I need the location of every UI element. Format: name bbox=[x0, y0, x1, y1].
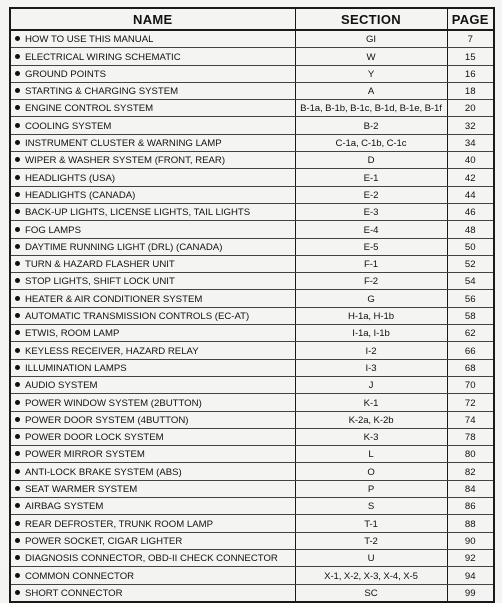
header-row bbox=[10, 8, 494, 30]
entry-name-cell bbox=[10, 30, 295, 48]
entry-section: T-1 bbox=[295, 515, 447, 532]
bullet-icon bbox=[15, 348, 20, 353]
entry-page: 56 bbox=[447, 290, 494, 307]
index-table-body bbox=[10, 30, 494, 602]
table-row bbox=[10, 428, 494, 445]
bullet-icon bbox=[15, 330, 20, 335]
entry-section: D bbox=[295, 152, 447, 169]
entry-section: L bbox=[295, 446, 447, 463]
entry-section: I-2 bbox=[295, 342, 447, 359]
entry-section: SC bbox=[295, 584, 447, 602]
table-row bbox=[10, 325, 494, 342]
entry-name-cell bbox=[10, 480, 295, 497]
entry-section: S bbox=[295, 498, 447, 515]
entry-page: 58 bbox=[447, 307, 494, 324]
entry-name-cell bbox=[10, 221, 295, 238]
table-row bbox=[10, 376, 494, 393]
entry-section: H-1a, H-1b bbox=[295, 307, 447, 324]
entry-name-cell bbox=[10, 48, 295, 65]
entry-page: 92 bbox=[447, 549, 494, 566]
entry-name: WIPER & WASHER SYSTEM (FRONT, REAR) bbox=[25, 155, 226, 167]
table-row bbox=[10, 480, 494, 497]
entry-page: 34 bbox=[447, 134, 494, 151]
entry-name: HOW TO USE THIS MANUAL bbox=[25, 34, 154, 46]
entry-name-cell bbox=[10, 307, 295, 324]
table-row bbox=[10, 584, 494, 602]
bullet-icon bbox=[15, 365, 20, 370]
entry-name: COOLING SYSTEM bbox=[25, 120, 112, 132]
name-column-header: NAME bbox=[10, 8, 295, 30]
bullet-icon bbox=[15, 590, 20, 595]
entry-name: ENGINE CONTROL SYSTEM bbox=[25, 103, 154, 115]
entry-section: B-1a, B-1b, B-1c, B-1d, B-1e, B-1f bbox=[295, 100, 447, 117]
entry-page: 66 bbox=[447, 342, 494, 359]
table-row bbox=[10, 411, 494, 428]
bullet-icon bbox=[15, 157, 20, 162]
entry-section: F-2 bbox=[295, 273, 447, 290]
entry-name: POWER SOCKET, CIGAR LIGHTER bbox=[25, 535, 183, 547]
entry-section: U bbox=[295, 549, 447, 566]
entry-name: ELECTRICAL WIRING SCHEMATIC bbox=[25, 51, 181, 63]
table-row bbox=[10, 273, 494, 290]
table-row bbox=[10, 307, 494, 324]
table-row bbox=[10, 463, 494, 480]
table-row bbox=[10, 446, 494, 463]
entry-section: K-3 bbox=[295, 428, 447, 445]
entry-page: 15 bbox=[447, 48, 494, 65]
section-column-header: SECTION bbox=[295, 8, 447, 30]
entry-name-cell bbox=[10, 255, 295, 272]
bullet-icon bbox=[15, 555, 20, 560]
entry-page: 74 bbox=[447, 411, 494, 428]
entry-section: E-5 bbox=[295, 238, 447, 255]
entry-section: A bbox=[295, 82, 447, 99]
bullet-icon bbox=[15, 36, 20, 41]
bullet-icon bbox=[15, 71, 20, 76]
entry-name: SEAT WARMER SYSTEM bbox=[25, 484, 138, 496]
bullet-icon bbox=[15, 573, 20, 578]
entry-name-cell bbox=[10, 498, 295, 515]
table-row bbox=[10, 359, 494, 376]
entry-name-cell bbox=[10, 134, 295, 151]
entry-name-cell bbox=[10, 463, 295, 480]
entry-name: GROUND POINTS bbox=[25, 68, 107, 80]
bullet-icon bbox=[15, 175, 20, 180]
table-row bbox=[10, 169, 494, 186]
entry-section: I-3 bbox=[295, 359, 447, 376]
entry-name-cell bbox=[10, 342, 295, 359]
entry-page: 44 bbox=[447, 186, 494, 203]
entry-name-cell bbox=[10, 117, 295, 134]
table-row bbox=[10, 203, 494, 220]
entry-page: 7 bbox=[447, 30, 494, 48]
table-row bbox=[10, 117, 494, 134]
bullet-icon bbox=[15, 521, 20, 526]
page-column-header: PAGE bbox=[447, 8, 494, 30]
entry-name-cell bbox=[10, 203, 295, 220]
bullet-icon bbox=[15, 209, 20, 214]
entry-page: 82 bbox=[447, 463, 494, 480]
entry-name-cell bbox=[10, 290, 295, 307]
entry-name-cell bbox=[10, 325, 295, 342]
bullet-icon bbox=[15, 261, 20, 266]
entry-name-cell bbox=[10, 567, 295, 584]
entry-page: 18 bbox=[447, 82, 494, 99]
entry-name-cell bbox=[10, 376, 295, 393]
entry-section: T-2 bbox=[295, 532, 447, 549]
entry-name-cell bbox=[10, 359, 295, 376]
entry-name-cell bbox=[10, 584, 295, 602]
entry-section: Y bbox=[295, 65, 447, 82]
entry-name-cell bbox=[10, 549, 295, 566]
table-row bbox=[10, 498, 494, 515]
table-row bbox=[10, 549, 494, 566]
bullet-icon bbox=[15, 105, 20, 110]
table-row bbox=[10, 134, 494, 151]
bullet-icon bbox=[15, 278, 20, 283]
entry-section: P bbox=[295, 480, 447, 497]
entry-name-cell bbox=[10, 446, 295, 463]
entry-page: 70 bbox=[447, 376, 494, 393]
bullet-icon bbox=[15, 400, 20, 405]
entry-name: AUTOMATIC TRANSMISSION CONTROLS (EC-AT) bbox=[25, 311, 250, 323]
entry-name-cell bbox=[10, 515, 295, 532]
bullet-icon bbox=[15, 451, 20, 456]
bullet-icon bbox=[15, 434, 20, 439]
table-row bbox=[10, 48, 494, 65]
table-row bbox=[10, 82, 494, 99]
entry-name: STARTING & CHARGING SYSTEM bbox=[25, 86, 179, 98]
entry-name-cell bbox=[10, 428, 295, 445]
entry-name: POWER DOOR SYSTEM (4BUTTON) bbox=[25, 414, 189, 426]
entry-page: 54 bbox=[447, 273, 494, 290]
entry-name: HEADLIGHTS (CANADA) bbox=[25, 189, 136, 201]
entry-page: 32 bbox=[447, 117, 494, 134]
table-row bbox=[10, 342, 494, 359]
entry-name: HEATER & AIR CONDITIONER SYSTEM bbox=[25, 293, 203, 305]
entry-section: K-2a, K-2b bbox=[295, 411, 447, 428]
entry-name: AUDIO SYSTEM bbox=[25, 380, 98, 392]
bullet-icon bbox=[15, 140, 20, 145]
table-row bbox=[10, 152, 494, 169]
entry-page: 48 bbox=[447, 221, 494, 238]
entry-section: E-3 bbox=[295, 203, 447, 220]
entry-page: 42 bbox=[447, 169, 494, 186]
entry-name: DAYTIME RUNNING LIGHT (DRL) (CANADA) bbox=[25, 241, 223, 253]
entry-page: 72 bbox=[447, 394, 494, 411]
entry-name-cell bbox=[10, 65, 295, 82]
entry-section: C-1a, C-1b, C-1c bbox=[295, 134, 447, 151]
entry-page: 20 bbox=[447, 100, 494, 117]
entry-name-cell bbox=[10, 238, 295, 255]
table-row bbox=[10, 238, 494, 255]
entry-page: 99 bbox=[447, 584, 494, 602]
entry-section: E-2 bbox=[295, 186, 447, 203]
table-row bbox=[10, 255, 494, 272]
bullet-icon bbox=[15, 54, 20, 59]
entry-name: POWER WINDOW SYSTEM (2BUTTON) bbox=[25, 397, 202, 409]
entry-name: ANTI-LOCK BRAKE SYSTEM (ABS) bbox=[25, 466, 182, 478]
entry-name: HEADLIGHTS (USA) bbox=[25, 172, 116, 184]
entry-name: INSTRUMENT CLUSTER & WARNING LAMP bbox=[25, 138, 222, 150]
entry-section: F-1 bbox=[295, 255, 447, 272]
index-table bbox=[9, 7, 495, 603]
index-table-header bbox=[10, 8, 494, 30]
table-row bbox=[10, 515, 494, 532]
entry-page: 16 bbox=[447, 65, 494, 82]
bullet-icon bbox=[15, 469, 20, 474]
entry-section: E-1 bbox=[295, 169, 447, 186]
bullet-icon bbox=[15, 503, 20, 508]
entry-page: 86 bbox=[447, 498, 494, 515]
entry-page: 80 bbox=[447, 446, 494, 463]
table-row bbox=[10, 394, 494, 411]
entry-name: FOG LAMPS bbox=[25, 224, 81, 236]
entry-page: 68 bbox=[447, 359, 494, 376]
bullet-icon bbox=[15, 296, 20, 301]
entry-section: G bbox=[295, 290, 447, 307]
entry-name: DIAGNOSIS CONNECTOR, OBD-II CHECK CONNECTOR bbox=[25, 553, 278, 565]
entry-section: I-1a, I-1b bbox=[295, 325, 447, 342]
bullet-icon bbox=[15, 227, 20, 232]
entry-name: AIRBAG SYSTEM bbox=[25, 501, 104, 513]
entry-name: BACK-UP LIGHTS, LICENSE LIGHTS, TAIL LIGHTS bbox=[25, 207, 251, 219]
table-row bbox=[10, 567, 494, 584]
bullet-icon bbox=[15, 486, 20, 491]
entry-name-cell bbox=[10, 411, 295, 428]
table-row bbox=[10, 532, 494, 549]
entry-name: STOP LIGHTS, SHIFT LOCK UNIT bbox=[25, 276, 175, 288]
bullet-icon bbox=[15, 123, 20, 128]
entry-section: O bbox=[295, 463, 447, 480]
entry-page: 90 bbox=[447, 532, 494, 549]
entry-section: E-4 bbox=[295, 221, 447, 238]
entry-page: 46 bbox=[447, 203, 494, 220]
entry-name: COMMON CONNECTOR bbox=[25, 570, 135, 582]
entry-name: POWER MIRROR SYSTEM bbox=[25, 449, 145, 461]
entry-page: 50 bbox=[447, 238, 494, 255]
entry-section: J bbox=[295, 376, 447, 393]
entry-name: REAR DEFROSTER, TRUNK ROOM LAMP bbox=[25, 518, 213, 530]
table-row bbox=[10, 186, 494, 203]
entry-name: ETWIS, ROOM LAMP bbox=[25, 328, 120, 340]
bullet-icon bbox=[15, 382, 20, 387]
entry-section: B-2 bbox=[295, 117, 447, 134]
table-row bbox=[10, 221, 494, 238]
bullet-icon bbox=[15, 244, 20, 249]
entry-name: KEYLESS RECEIVER, HAZARD RELAY bbox=[25, 345, 199, 357]
entry-name-cell bbox=[10, 532, 295, 549]
entry-name: POWER DOOR LOCK SYSTEM bbox=[25, 432, 164, 444]
bullet-icon bbox=[15, 538, 20, 543]
table-row bbox=[10, 65, 494, 82]
entry-name-cell bbox=[10, 169, 295, 186]
entry-page: 62 bbox=[447, 325, 494, 342]
entry-page: 88 bbox=[447, 515, 494, 532]
entry-name-cell bbox=[10, 100, 295, 117]
entry-section: X-1, X-2, X-3, X-4, X-5 bbox=[295, 567, 447, 584]
entry-name: TURN & HAZARD FLASHER UNIT bbox=[25, 259, 175, 271]
entry-page: 78 bbox=[447, 428, 494, 445]
entry-page: 52 bbox=[447, 255, 494, 272]
entry-name: ILLUMINATION LAMPS bbox=[25, 362, 127, 374]
entry-name-cell bbox=[10, 186, 295, 203]
entry-page: 94 bbox=[447, 567, 494, 584]
bullet-icon bbox=[15, 417, 20, 422]
table-row bbox=[10, 100, 494, 117]
entry-name-cell bbox=[10, 82, 295, 99]
bullet-icon bbox=[15, 313, 20, 318]
entry-section: GI bbox=[295, 30, 447, 48]
table-row bbox=[10, 30, 494, 48]
table-row bbox=[10, 290, 494, 307]
entry-section: W bbox=[295, 48, 447, 65]
entry-page: 84 bbox=[447, 480, 494, 497]
bullet-icon bbox=[15, 88, 20, 93]
entry-name-cell bbox=[10, 394, 295, 411]
entry-page: 40 bbox=[447, 152, 494, 169]
entry-section: K-1 bbox=[295, 394, 447, 411]
bullet-icon bbox=[15, 192, 20, 197]
entry-name-cell bbox=[10, 152, 295, 169]
entry-name: SHORT CONNECTOR bbox=[25, 587, 123, 599]
entry-name-cell bbox=[10, 273, 295, 290]
